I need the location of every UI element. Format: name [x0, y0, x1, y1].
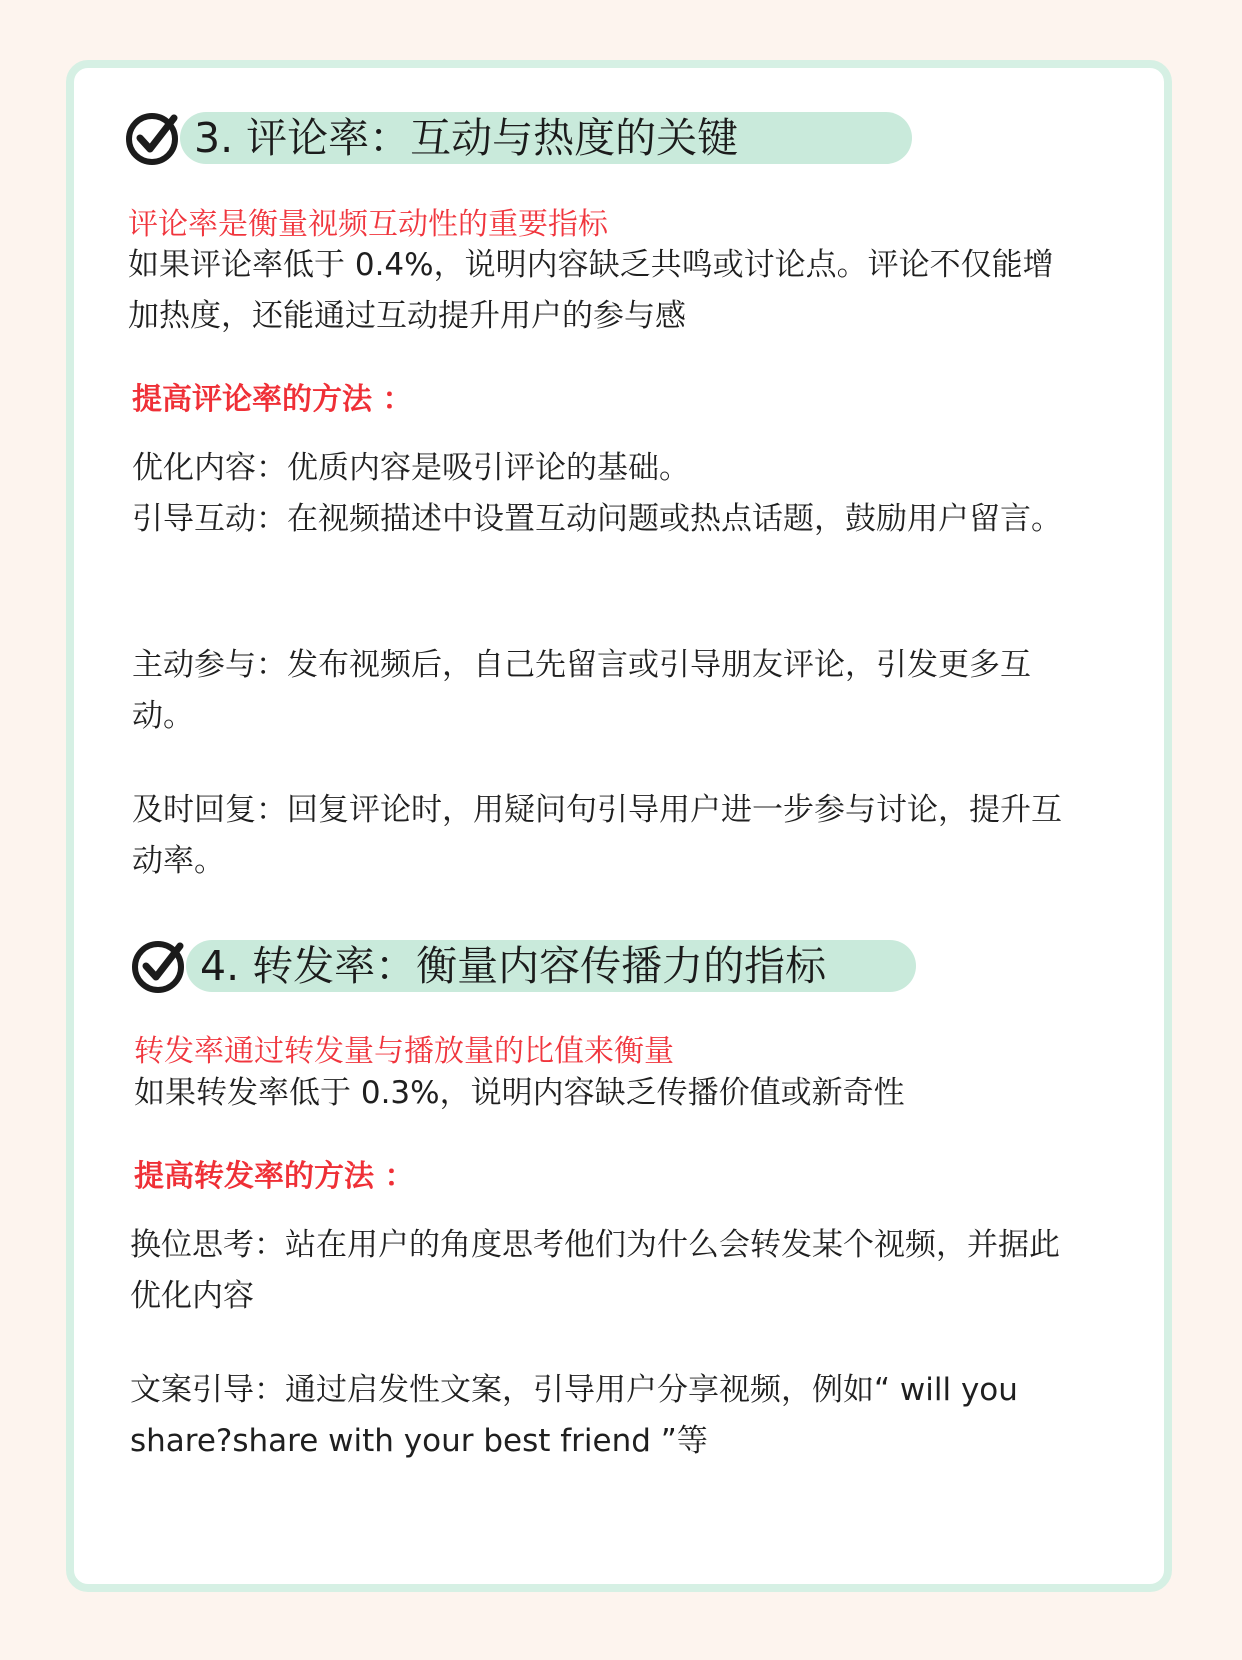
section-3-method-1: 优化内容：优质内容是吸引评论的基础。 [132, 450, 690, 486]
section-4-title: 4. 转发率：衡量内容传播力的指标 [200, 942, 827, 990]
section-4-lead: 转发率通过转发量与播放量的比值来衡量 [134, 1034, 674, 1069]
section-3-description: 如果评论率低于 0.4%，说明内容缺乏共鸣或讨论点。评论不仅能增加热度，还能通过互动提升用户的参与感 [128, 247, 1054, 334]
section-4-method-2: 文案引导：通过启发性文案，引导用户分享视频，例如“ will you share?share with your best friend ”等 [130, 1372, 1018, 1459]
section-4-methods-heading: 提高转发率的方法 ： [134, 1159, 415, 1194]
section-3-header [124, 108, 1024, 168]
section-3-method-4: 及时回复：回复评论时，用疑问句引导用户进一步参与讨论，提升互动率。 [132, 792, 1062, 879]
content-card [66, 60, 1172, 1592]
section-4-method-1: 换位思考：站在用户的角度思考他们为什么会转发某个视频，并据此优化内容 [130, 1227, 1060, 1314]
check-circle-icon [124, 108, 184, 168]
section-3-title: 3. 评论率：互动与热度的关键 [194, 114, 739, 162]
section-3-method-3: 主动参与：发布视频后，自己先留言或引导朋友评论，引发更多互动。 [132, 647, 1031, 734]
section-3-method-2: 引导互动：在视频描述中设置互动问题或热点话题，鼓励用户留言。 [132, 501, 1062, 537]
section-3-methods-heading: 提高评论率的方法 ： [132, 382, 413, 417]
section-4-description: 如果转发率低于 0.3%，说明内容缺乏传播价值或新奇性 [134, 1075, 905, 1111]
section-4-header [130, 936, 1030, 996]
section-3-lead: 评论率是衡量视频互动性的重要指标 [128, 207, 608, 242]
check-circle-icon [130, 936, 190, 996]
